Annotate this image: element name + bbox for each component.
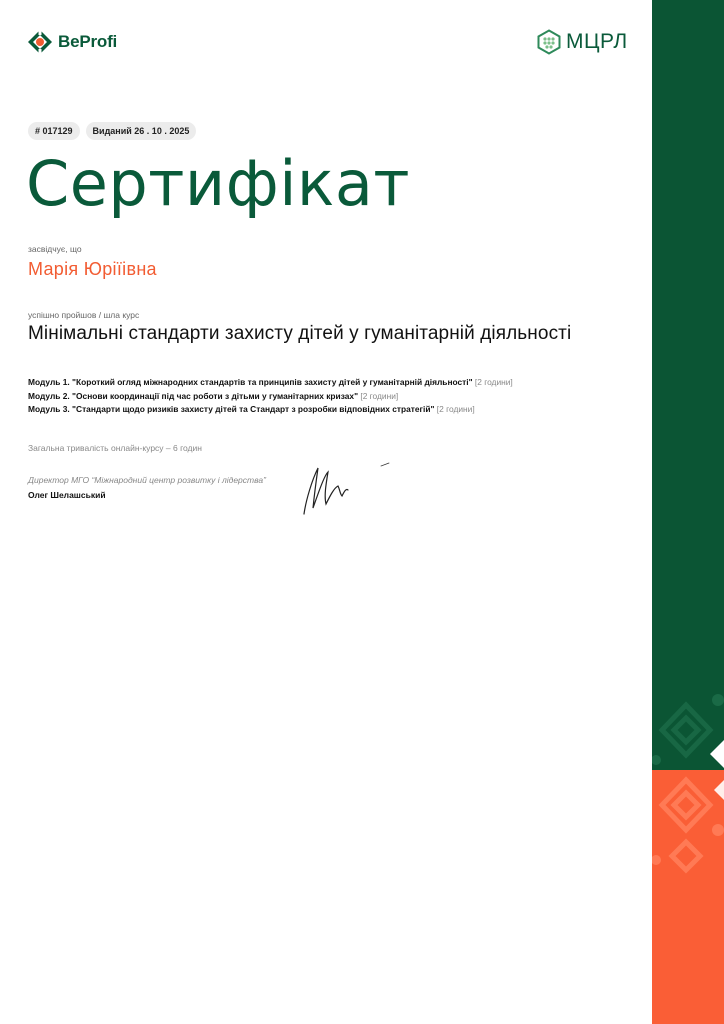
director-name: Олег Шелашський [28, 490, 106, 500]
module-hours: [2 години] [436, 404, 475, 414]
module-title: Модуль 2. "Основи координації під час роботи з дітьми у гуманітарних кризах" [28, 390, 359, 401]
module-item [28, 390, 513, 404]
recipient-name: Марія Юріїівна [28, 259, 157, 279]
signature [296, 460, 396, 525]
module-hours: [2 години] [360, 390, 399, 401]
course-title: Мінімальні стандарти захисту дітей у гуманітарній діяльності [28, 323, 572, 344]
module-item [28, 376, 513, 390]
director-title: Директор МГО “Міжнародний центр розвитку і лідерства” [28, 475, 266, 485]
mcrl-logo-icon [536, 29, 562, 55]
issue-date-badge: Виданий 26 . 10 . 2025 [86, 122, 197, 140]
certifies-label: засвідчує, що [28, 244, 82, 254]
certificate-title: Сертифікат [26, 147, 410, 220]
completed-label: успішно пройшов / шла курс [28, 310, 140, 320]
beprofi-logo [27, 28, 117, 56]
beprofi-wordmark: BeProfi [58, 32, 118, 51]
module-hours: [2 години] [474, 377, 513, 387]
mcrl-wordmark: МЦРЛ [566, 30, 628, 53]
module-list [28, 376, 513, 417]
module-item [28, 403, 513, 417]
module-title: Модуль 3. "Стандарти щодо ризиків захисту дітей та Стандарт з розробки відповідних стратегій" [28, 404, 435, 414]
beprofi-logo-icon [27, 29, 53, 55]
ornament-pattern [652, 0, 724, 1024]
certificate-meta [28, 122, 196, 140]
certificate-number-badge: # 017129 [28, 122, 80, 140]
module-title: Модуль 1. "Короткий огляд міжнародних стандартів та принципів захисту дітей у гуманітарній діяльності" [28, 377, 473, 387]
mcrl-logo [536, 28, 628, 56]
side-decor-band [652, 0, 724, 1024]
course-duration: Загальна тривалість онлайн-курсу – 6 годин [28, 443, 202, 453]
signature-mark [296, 460, 396, 520]
